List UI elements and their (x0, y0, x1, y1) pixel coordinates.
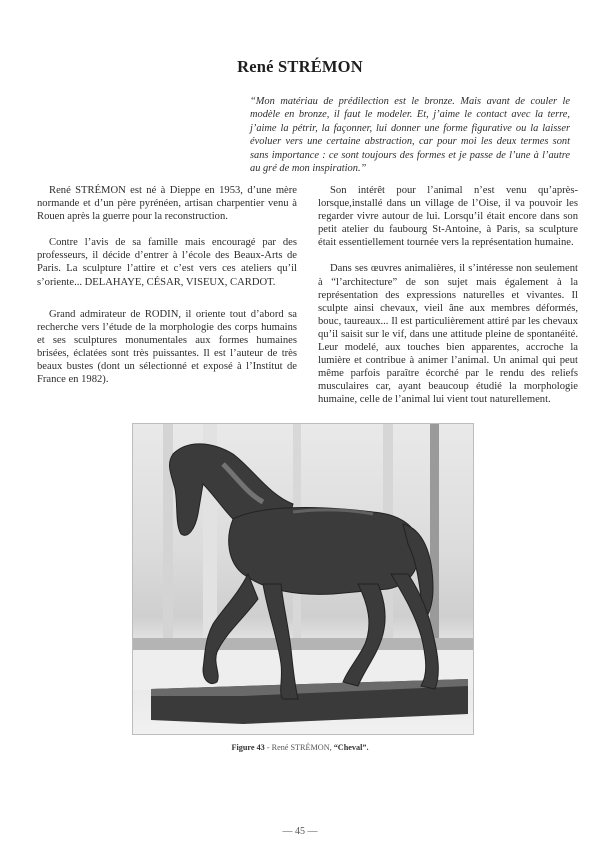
horse-sculpture-illustration (133, 424, 474, 735)
figure-label: Figure 43 (231, 743, 265, 752)
page-number: — 45 — (282, 826, 318, 837)
paragraph-education: Contre l’avis de sa famille mais encouragé par des professeurs, il décide d’entrer à l’école des Beaux-Arts de Paris. La sculpture l’attire et c’est vers ces ateliers qu’il s’oriente... DELAHAYE, CÉSAR, VISEUX, CARDOT. (37, 237, 297, 288)
caption-separator: - (264, 743, 272, 752)
right-column (318, 184, 578, 407)
caption-artist: René STRÉMON, (271, 743, 334, 752)
page-title: René STRÉMON (237, 57, 363, 76)
caption-title: “Cheval”. (333, 743, 369, 752)
artist-quote: “Mon matériau de prédilection est le bronze. Mais avant de couler le modèle en bronze, il faut le modeler. Et, j’aime le contact avec la terre, j’aime la pétrir, la façonner, lui donner une forme figurative ou la laisser évoluer vers une certaine abstraction, car pour moi les deux termes sont sans importance : ce sont toujours des formes et je passe de l’une à l’autre au gré de mon inspiration.” (250, 96, 570, 175)
paragraph-birth: René STRÉMON est né à Dieppe en 1953, d’une mère normande et d’un père pyrénéen, artisan charpentier venu à Rouen après la guerre pour la reconstruction. (37, 185, 297, 223)
horse-sculpture-photo (132, 423, 474, 735)
figure-caption (0, 743, 600, 752)
left-column (37, 184, 297, 386)
paragraph-animal-works: Dans ses œuvres animalières, il s’intéresse non seulement à “l’architecture” de son sujet mais également à la représentation des expressions naturelles et vivantes. Il sculpte ainsi chevaux, vieil âne aux membres déformés, bouc, taureaux... Il est particulièrement attiré par les chevaux qu’il saisit sur le vif, dans une attitude pleine de spontanéité. Leur modelé, aux touches bien apparentes, accroche la lumière et contribue à animer l’animal. Un animal qui peut même parfois paraître écorché par le rendu des reliefs musculaires car, ayant beaucoup étudié la morphologie humaine, celle de l’animal lui vient tout naturellement. (318, 263, 578, 406)
paragraph-animal-interest: Son intérêt pour l’animal n’est venu qu’après-lorsque,installé dans un village de l’Oise, il va pouvoir les regarder vivre autour de lui. Lorsqu’il était encore dans son petit atelier du faubourg St-Antoine, à Paris, sa sculpture était essentiellement tournée vers la représentation humaine. (318, 185, 578, 249)
paragraph-rodin: Grand admirateur de RODIN, il oriente tout d’abord sa recherche vers l’étude de la morphologie des corps humains et ses sculptures monumentales aux formes humaines brisées, éclatées sont très puissantes. Il est l’auteur de très beaux bustes (dont un sélectionné et exposé à l’Institut de France en 1982). (37, 308, 297, 386)
